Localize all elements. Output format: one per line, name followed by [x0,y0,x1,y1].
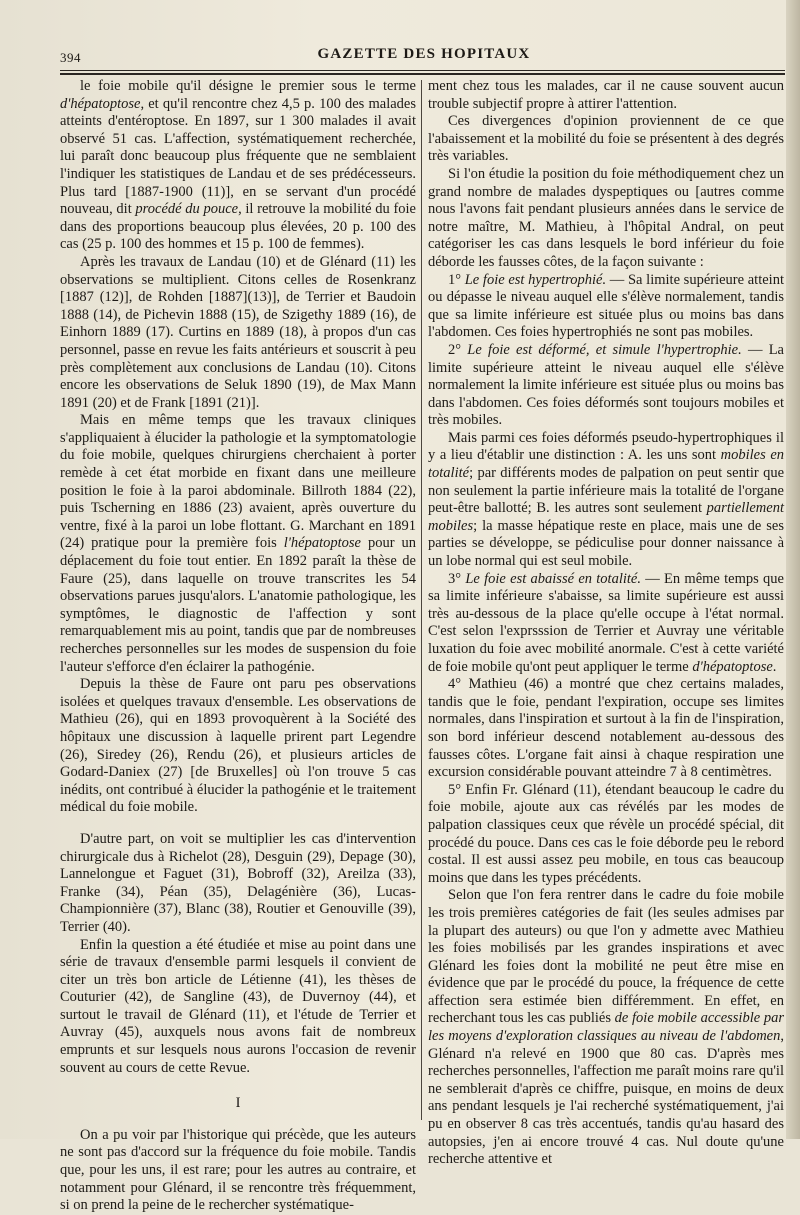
text-run: ; par différents modes de palpation on peut sentir que non seulement la partie inférieure mais la totalité de l'organe peut-être ballotté; B. les autres sont seulement [428,465,784,517]
italic-text-run: mobiles en totalité [428,447,784,482]
italic-text-run: l'hépatoptose [283,535,361,552]
text-run: ment chez tous les malades, car il ne cause souvent aucun trouble subjectif propre à attirer l'attention. [428,78,784,112]
italic-text-run: Le foie est hypertrophié. [464,271,607,288]
paragraph [60,831,416,937]
text-run: Après les travaux de Landau (10) et de Glénard (11) les observations se multiplient. Citons celles de Rosenkranz [1887 (12)], de Rohden [1887](13)], de Terrier et Baudoin 1888 (14), de Pichevin 1888 (15), de Szigethy 1889 (16), de Einhorn 1889 (17). Curtins en 1889 (18), à propos d'un cas personnel, passe en revue les faits antérieurs et souscrit à peu près complètement aux conclusions de Landau (10). Citons encore les observations de Seluk 1890 (19), de Max Mann 1891 (20) et de Frank [1891 (21)]. [60,253,416,411]
italic-text-run: Le foie est déformé, et simule l'hypertrophie. [467,341,742,358]
paragraph [60,676,416,817]
paragraph [428,430,784,571]
header-rule-thick [60,73,785,75]
text-run: — Sa limite supérieure atteint ou dépasse le niveau auquel elle s'élève normalement, tandis que sa limite inférieure est située plus ou moins bas dans l'abdomen. Ces foies hypertrophiés ne sont pas mobiles. [428,271,784,341]
paragraph [428,272,784,342]
paragraph [428,887,784,1169]
italic-text-run: d'hépatoptose [60,95,141,112]
paragraph [428,676,784,782]
text-run: , il retrouve la mobilité du foie dans des proportions beaucoup plus élevées, 20 p. 100 des cas (25 p. 100 des hommes et 15 p. 100 de femmes). [60,201,416,253]
page-number: 394 [60,50,81,65]
text-run: On a pu voir par l'historique qui précède, que les auteurs ne sont pas d'accord sur la fréquence du foie mobile. Tandis que, pour les uns, il est rare; pour les autres au contraire, et notamment pour Glénard, il se rencontre très fréquemment, si on prend la peine de le rechercher systématique- [60,1126,416,1214]
italic-text-run: d'hépatoptose [692,658,773,675]
paragraph [428,342,784,430]
header-rule-thin [60,70,785,71]
text-run: — En même temps que sa limite inférieure s'abaisse, sa limite supérieure est aussi très au-dessous de la place qu'elle occupe à l'état normal. C'est selon l'exprsssion de Terrier et Auvray une véritable luxation du foie avec mobilité anormale. C'est à cette variété de foie mobile qu'ont peut appliquer le terme [428,570,784,675]
paragraph [428,782,784,888]
paragraph [428,166,784,272]
text-run: 3° [448,570,466,587]
left-column [60,78,416,1214]
text-run: le foie mobile qu'il désigne le premier sous le terme [80,78,416,94]
text-run: 5° Enfin Fr. Glénard (11), étendant beaucoup le cadre du foie mobile, ajoute aux cas révélés par les modes de palpation classiques ceux que révèle un procédé spécial, dit procédé du pouce. Dans ces cas le foie déborde peu le rebord costal. Il est aussi assez peu mobile, en tous cas beaucoup moins que dans les types précédents. [428,781,784,886]
section-heading: I [235,1095,241,1112]
text-run: 4° Mathieu (46) a montré que chez certains malades, tandis que le foie, pendant l'expiration, occupe ses limites normales, dans l'inspiration et surtout à la fin de l'inspiration, son bord inférieur descend notablement au-dessous des fausses côtes. L'organe fait ainsi à chaque respiration une excursion considérable pouvant atteindre 7 à 8 centimètres. [428,676,784,781]
text-run: , et qu'il rencontre chez 4,5 p. 100 des malades atteints d'entéroptose. En 1897, sur 1 300 malades il avait observé 51 cas. L'affection, systématiquement recherchée, lui paraît donc beaucoup plus fréquente que ne semblaient l'indiquer les statistiques de Landau et de ses prédécesseurs. Plus tard [1887-1900 (11)], en se servant d'un procédé nouveau, dit [60,95,416,218]
paragraph [60,937,416,1078]
paragraph [60,412,416,676]
paragraph [428,78,784,113]
text-run: Enfin la question a été étudiée et mise au point dans une série de travaux d'ensemble parmi lesquels il convient de citer un très bon article de Létienne (41), les thèses de Couturier (42), de Sangline (43), de Duvernoy (44), et surtout le travail de Glénard (11), et l'étude de Terrier et Auvray (45), auxquels nous avons fait de nombreux emprunts et sur lesquels nous aurons l'occasion de revenir souvent au cours de cette Revue. [60,936,416,1076]
italic-text-run: procédé du pouce [135,201,239,218]
text-run: ; la masse hépatique reste en place, mais une de ses parties se développe, se pédiculise pour donner naissance à un lobe normal qui est seul mobile. [428,517,784,570]
text-run: Depuis la thèse de Faure ont paru pes observations isolées et quelques travaux d'ensemble. Les observations de Mathieu (26), qui en 1893 provoquèrent à la Société des hôpitaux une discussion à laquelle prirent part Legendre (26), Siredey (26), Rendu (26), et plusieurs articles de Godard-Daniex (27) [de Bruxelles] où l'on trouve 5 cas inédits, ont contribué à élucider la pathogénie et le traitement médical du foie mobile. [60,676,416,816]
paragraph [60,254,416,412]
journal-title: GAZETTE DES HOPITAUX [317,46,531,62]
paragraph [60,1127,416,1215]
text-run: Mais parmi ces foies déformés pseudo-hypertrophiques il y a lieu d'établir une distinction : A. les uns sont [428,429,784,464]
italic-text-run: partiellement mobiles [428,500,784,534]
text-run: 1° [448,271,465,288]
italic-text-run: de foie mobile accessible par les moyens d'exploration classiques au niveau de l'abdomen [428,1010,784,1045]
text-run: D'autre part, on voit se multiplier les cas d'intervention chirurgicale dus à Richelot (28), Desguin (29), Depage (30), Lannelongue et Faguet (31), Bobroff (32), Areilza (33), Franke (34), Péan (35), Delagénière (36), Lucas-Championnière (37), Blanc (38), Routier et Genouville (39), Terrier (40). [60,830,416,935]
right-column [428,78,784,1168]
text-run: . [772,658,777,675]
paragraph [60,78,416,254]
text-run: pour un déplacement du foie tout entier. En 1892 paraît la thèse de Faure (25), dans laquelle on trouve transcrites les 54 observations parues jusqu'alors. L'anatomie pathologique, les symptômes, le diagnostic de l'affection y sont remarquablement mis au point, tandis que par de nombreuses recherches personnelles sur les modes de suspension du foie l'auteur s'efforce d'en éclairer la pathogénie. [60,535,416,675]
text-run: — La limite supérieure atteint le niveau auquel elle s'élève normalement la limite inférieure est située plus ou moins bas dans l'abdomen. Ces foies déformés sont toujours mobiles et très mobiles. [428,341,784,429]
paragraph [428,571,784,677]
text-run: Selon que l'on fera rentrer dans le cadre du foie mobile les trois premières catégories de fait (les seules admises par la plupart des auteurs) ou que l'on y admette avec Mathieu les foies mobilisés par les grandes inspirations et avec Glénard les foies dont la mobilité ne peut être mise en évidence que par le procédé du pouce, la fréquence de cette affection sera estimée bien différemment. En effet, en recherchant tous les cas publiés [428,887,784,1027]
italic-text-run: Le foie est abaissé en totalité. [465,570,641,587]
column-divider [421,80,422,1120]
page-header [60,46,788,66]
text-run: Mais en même temps que les travaux cliniques s'appliquaient à élucider la pathologie et la symptomatologie du foie mobile, quelques chirurgiens cherchaient à porter remède à cet état morbide en fixant dans une meilleure position le foie à la paroi abdominale. Billroth 1884 (22), puis Tscherning en 1886 (23) avaient, après ouverture du ventre, fixé à la paroi un lobe flottant. G. Marchant en 1891 (24) pratique pour la première fois [60,412,416,552]
paragraph [428,113,784,166]
text-run: Si l'on étudie la position du foie méthodiquement chez un grand nombre de malades dyspeptiques ou [autres comme nous l'avons fait pendant plusieurs années dans le service de notre maître, M. Mathieu, à l'hôpital Andral, on peut catégoriser les cas dans lesquels le bord inférieur du foie déborde les fausses côtes, de la façon suivante : [428,165,784,270]
text-run: 2° [448,341,468,358]
page-edge-shadow [786,0,800,1139]
text-run: , Glénard n'a relevé en 1900 que 80 cas. D'après mes recherches personnelles, l'affection me paraît moins rare qu'il ne semblerait d'après ce chiffre, puisque, en moins de deux ans pendant lesquels je l'ai recherché systématiquement, j'ai pu en observer 8 cas très accentués, tandis qu'au hasard des autopsies, j'en ai encore trouvé 4 cas. Nul doute qu'une recherche attentive et [428,1028,784,1168]
text-run: Ces divergences d'opinion proviennent de ce que l'abaissement et la mobilité du foie se présentent à des degrés très variables. [428,113,784,165]
